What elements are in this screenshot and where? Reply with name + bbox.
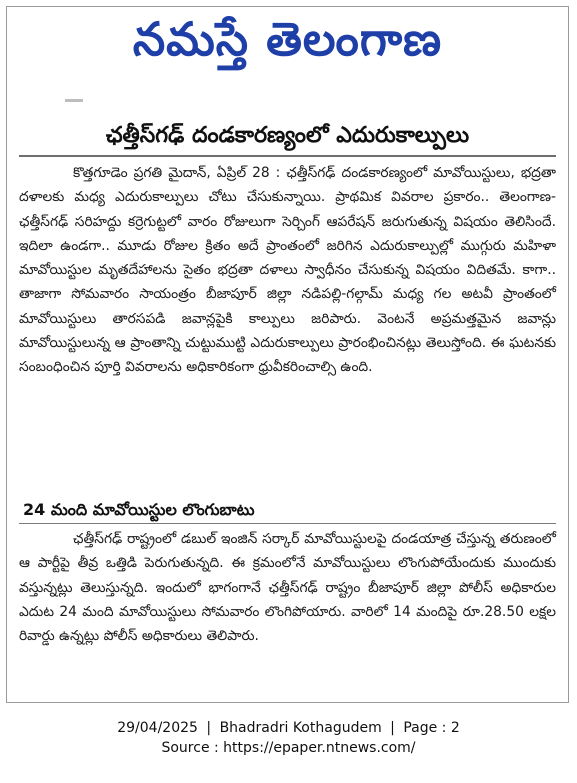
footer-page: Page : 2 [403, 720, 460, 736]
footer-source: Source : https://epaper.ntnews.com/ [161, 740, 416, 756]
article-body-first [19, 161, 556, 380]
footer-separator: | [390, 720, 395, 736]
clipping-mark [65, 99, 83, 102]
newspaper-masthead: నమస్తే తెలంగాణ [132, 12, 443, 66]
footer-date: 29/04/2025 [117, 720, 198, 736]
headline-divider [19, 155, 556, 157]
article-subheading: 24 మంది మావోయిస్టుల లొంగుబాటు [23, 500, 255, 519]
footer-separator: | [206, 720, 212, 736]
article-paragraph: ఛత్తీస్‌గఢ్ రాష్ట్రంలో డబుల్ ఇంజిన్ సర్కార్ మావోయిస్టులపై దండయాత్ర చేస్తున్న తరుణంలో ఆ పార్టీపై తీవ్ర ఒత్తిడి పెరుగుతున్నది. ఈ క్రమంలోనే మావోయిస్టులు లొంగుపోయేందుకు ముందుకు వస్తున్నట్లు తెలుస్తున్నది. ఇందులో భాగంగానే ఛత్తీస్‌గఢ్ రాష్ట్రం బీజాపూర్ జిల్లా పోలీస్ అధికారుల ఎదుట 24 మంది మావోయిస్టులు సోమవారం లొంగిపోయారు. వారిలో 14 మందిపై రూ.28.50 లక్షల రివార్డు ఉన్నట్లు పోలీస్ అధికారులు తెలిపారు. [19, 531, 556, 645]
footer-meta-line [0, 718, 577, 738]
clipping-frame [6, 6, 569, 703]
article-paragraph: కొత్తగూడెం ప్రగతి మైదాన్, ఏప్రిల్ 28 : ఛత్తీస్‌గఢ్ దండకారణ్యంలో మావోయిస్టులు, భద్రతా దళాలకు మధ్య ఎదురుకాల్పులు చోటు చేసుకున్నాయి. ప్రాథమిక వివరాల ప్రకారం.. తెలంగాణ-ఛత్తీస్‌గఢ్ సరిహద్దు కర్రెగుట్టలో వారం రోజులుగా సెర్చింగ్ ఆపరేషన్ జరుగుతున్న విషయం తెలిసిందే. ఇదిలా ఉండగా.. మూడు రోజుల క్రితం అదే ప్రాంతంలో జరిగిన ఎదురుకాల్పుల్లో ముగ్గురు మహిళా మావోయిస్టుల మృతదేహాలను సైతం భద్రతా దళాలు స్వాధీనం చేసుకున్న విషయం విదితమే. కాగా.. తాజాగా సోమవారం సాయంత్రం బీజాపూర్ జిల్లా నడిపల్లి-గల్గామ్ మధ్య గల అటవీ ప్రాంతంలో మావోయిస్టులు తారసపడి జవాన్లపైకి కాల్పులు జరిపారు. వెంటనే అప్రమత్తమైన జవాన్లు మావోయిస్టులున్న ఆ ప్రాంతాన్ని చుట్టుముట్టి ఎదురుకాల్పులు ప్రారంభించినట్లు తెలుస్తోంది. ఈ ఘటనకు సంబంధించిన పూర్తి వివరాలను అధికారికంగా ధ్రువీకరించాల్సి ఉంది. [19, 165, 556, 376]
clipping-footer [0, 718, 577, 758]
article-headline: ఛత్తీస్‌గఢ్ దండకారణ్యంలో ఎదురుకాల్పులు [105, 123, 470, 148]
footer-edition: Bhadradri Kothagudem [219, 720, 382, 736]
subheading-divider [19, 523, 556, 524]
article-body-second [19, 527, 556, 648]
